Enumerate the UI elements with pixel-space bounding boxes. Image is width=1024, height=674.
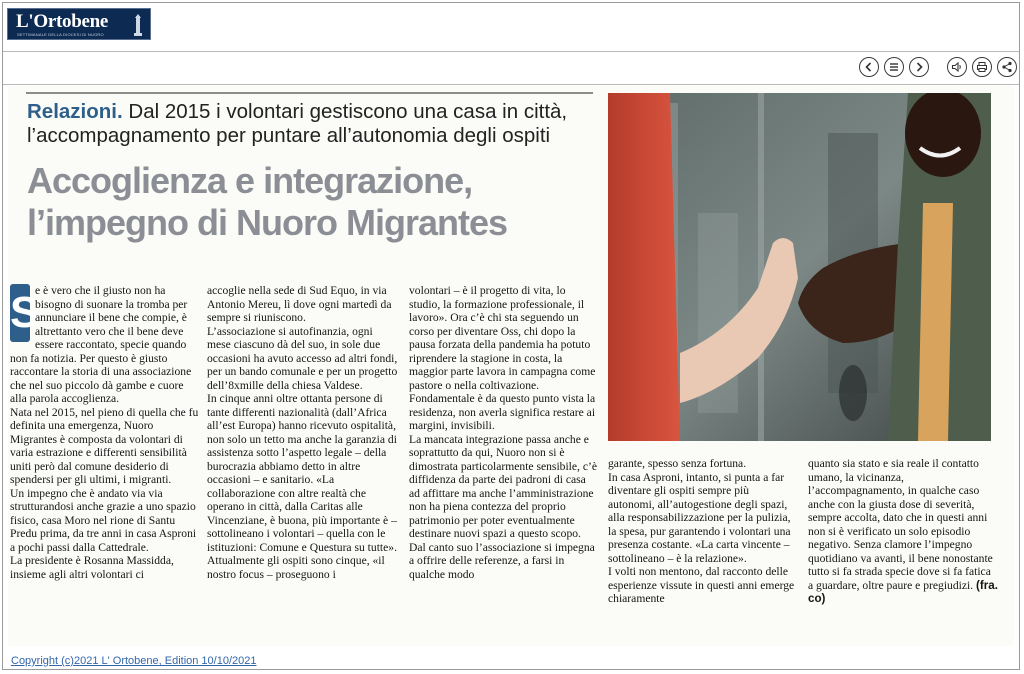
toolbar-divider [3, 84, 1019, 85]
handshake-photo [608, 93, 991, 441]
next-page-button[interactable] [909, 57, 929, 77]
kicker-text: Dal 2015 i volontari gestiscono una casa in città, l’accompagnamento per puntare all’autonomia degli ospiti [27, 100, 568, 147]
kicker-rule [26, 92, 593, 94]
column-text: accoglie nella sede di Sud Equo, in via Antonio Mereu, lì dove ogni martedì da sempre si riuniscono. L’associazione si autofinanzia, ogni mese ciascuno dà del suo, in sole due occasioni ha avuto accesso ad altri fondi, per un bando comunale e per un progetto dell’8xmille della chiesa Valdese. In cinque anni oltre ottanta persone di tante differenti nazionalità (dall’Africa all’est Europa) hanno ricevuto ospitalità, non solo un tetto ma anche la garanzia di assistenza sotto l’aspetto legale – della burocrazia abbiamo detto in altre occasioni – e sanitario. «La collaborazione con altre realtà che operano in città, dalla Caritas alle Vincenziane, è buona, più importante è – sottolineano i volontari – quella con le istituzioni: Comune e Questura su tutte». Attualmente gli ospiti sono cinque, «il nostro focus – proseguono i [207, 284, 398, 581]
share-icon [1001, 61, 1013, 73]
listen-button[interactable] [947, 57, 967, 77]
article-kicker [27, 100, 597, 148]
list-icon [888, 61, 900, 73]
article-list-button[interactable] [884, 57, 904, 77]
article-column-4 [608, 457, 796, 643]
header-divider [3, 51, 1019, 52]
publication-logo[interactable] [7, 8, 151, 40]
copyright-link[interactable]: Copyright (c)2021 L' Ortobene, Edition 10/10/2021 [11, 655, 257, 667]
article-column-1 [10, 284, 200, 644]
column-text [808, 457, 998, 606]
article-headline: Accoglienza e integrazione, l’impegno di Nuoro Migrantes [27, 160, 508, 243]
kicker-label: Relazioni. [27, 100, 123, 123]
drop-cap: S [10, 284, 30, 342]
article-photo [608, 93, 991, 441]
article-column-3 [409, 284, 599, 644]
column-text: volontari – è il progetto di vita, lo studio, la formazione professionale, il lavoro». Ora c’è chi sta seguendo un corso per diventare Oss, chi dopo la pausa forzata della pandemia ha potuto riprendere la stagione in costa, la maggior parte lavora in campagna come pastore o nella coltivazione. Fondamentale è da questo punto vista la residenza, non averla significa restare ai margini, invisibili. La mancata integrazione passa anche e soprattutto da qui, Nuoro non si è dimostrata particolarmente sensibile, c’è diffidenza da parte dei padroni di casa ad affittare ma anche l’amministrazione non ha piena contezza del proprio patrimonio per poter eventualmente destinare nuovi spazi a questo scopo. Dal canto suo l’associazione si impegna a offrire delle referenze, a farsi in qualche modo [409, 284, 598, 581]
chevron-right-icon [913, 61, 925, 73]
chevron-left-icon [863, 61, 875, 73]
column-text: garante, spesso senza fortuna. In casa Asproni, intanto, si punta a far diventare gli ospiti sempre più autonomi, all’autogestione degli spazi, alla responsabilizzazione per la pulizia, la spesa, pur garantendo i volontari una presenza costante. «La carta vincente – sottolineano – è la relazione». I volti non mentono, dal racconto delle esperienze vissute in questi anni emerge chiaramente [608, 457, 795, 605]
column-text: e è vero che il giusto non ha bisogno di suonare la tromba per annunciare il bene che compie, è altrettanto vero che il bene deve essere raccontato, specie quando non fa notizia. Per questo è giusto raccontare la storia di una associazione che nel suo piccolo dà gambe e cuore alla parola accoglienza. Nata nel 2015, nel pieno di quella che fu definita una emergenza, Nuoro Migrantes è composta da volontari di varia estrazione e differenti sensibilità uniti però dal comune desiderio di spendersi per gli ultimi, i migranti. Un impegno che è andato via via strutturandosi anche grazie a uno spazio fisico, casa Moro nel rione di Santu Predu prima, da tre anni in casa Asproni a pochi passi dalla Cattedrale. La presidente è Rosanna Massidda, insieme agli altri volontari ci [10, 284, 199, 581]
column-text-body: quanto sia stato e sia reale il contatto umano, la vicinanza, l’accompagnamento, in qualche caso anche con la giusta dose di severità, sempre accolta, dato che in questi anni non si è verificato un solo episodio negativo. Senza clamore l’impegno quotidiano va avanti, il bene nonostante tutto si fa strada specie dove si fa fatica a guardare, oltre paure e pregiudizi. [808, 457, 993, 592]
logo-text: L'Ortobene [16, 11, 108, 32]
speaker-icon [951, 61, 963, 73]
article-column-5 [808, 457, 998, 643]
author-signature: (fra. co) [808, 578, 998, 605]
print-button[interactable] [972, 57, 992, 77]
printer-icon [976, 61, 988, 73]
share-button[interactable] [997, 57, 1017, 77]
logo-subtitle: SETTIMANALE DELLA DIOCESI DI NUORO [17, 32, 104, 37]
bell-tower-icon [132, 14, 144, 36]
article-column-2 [207, 284, 398, 644]
previous-page-button[interactable] [859, 57, 879, 77]
